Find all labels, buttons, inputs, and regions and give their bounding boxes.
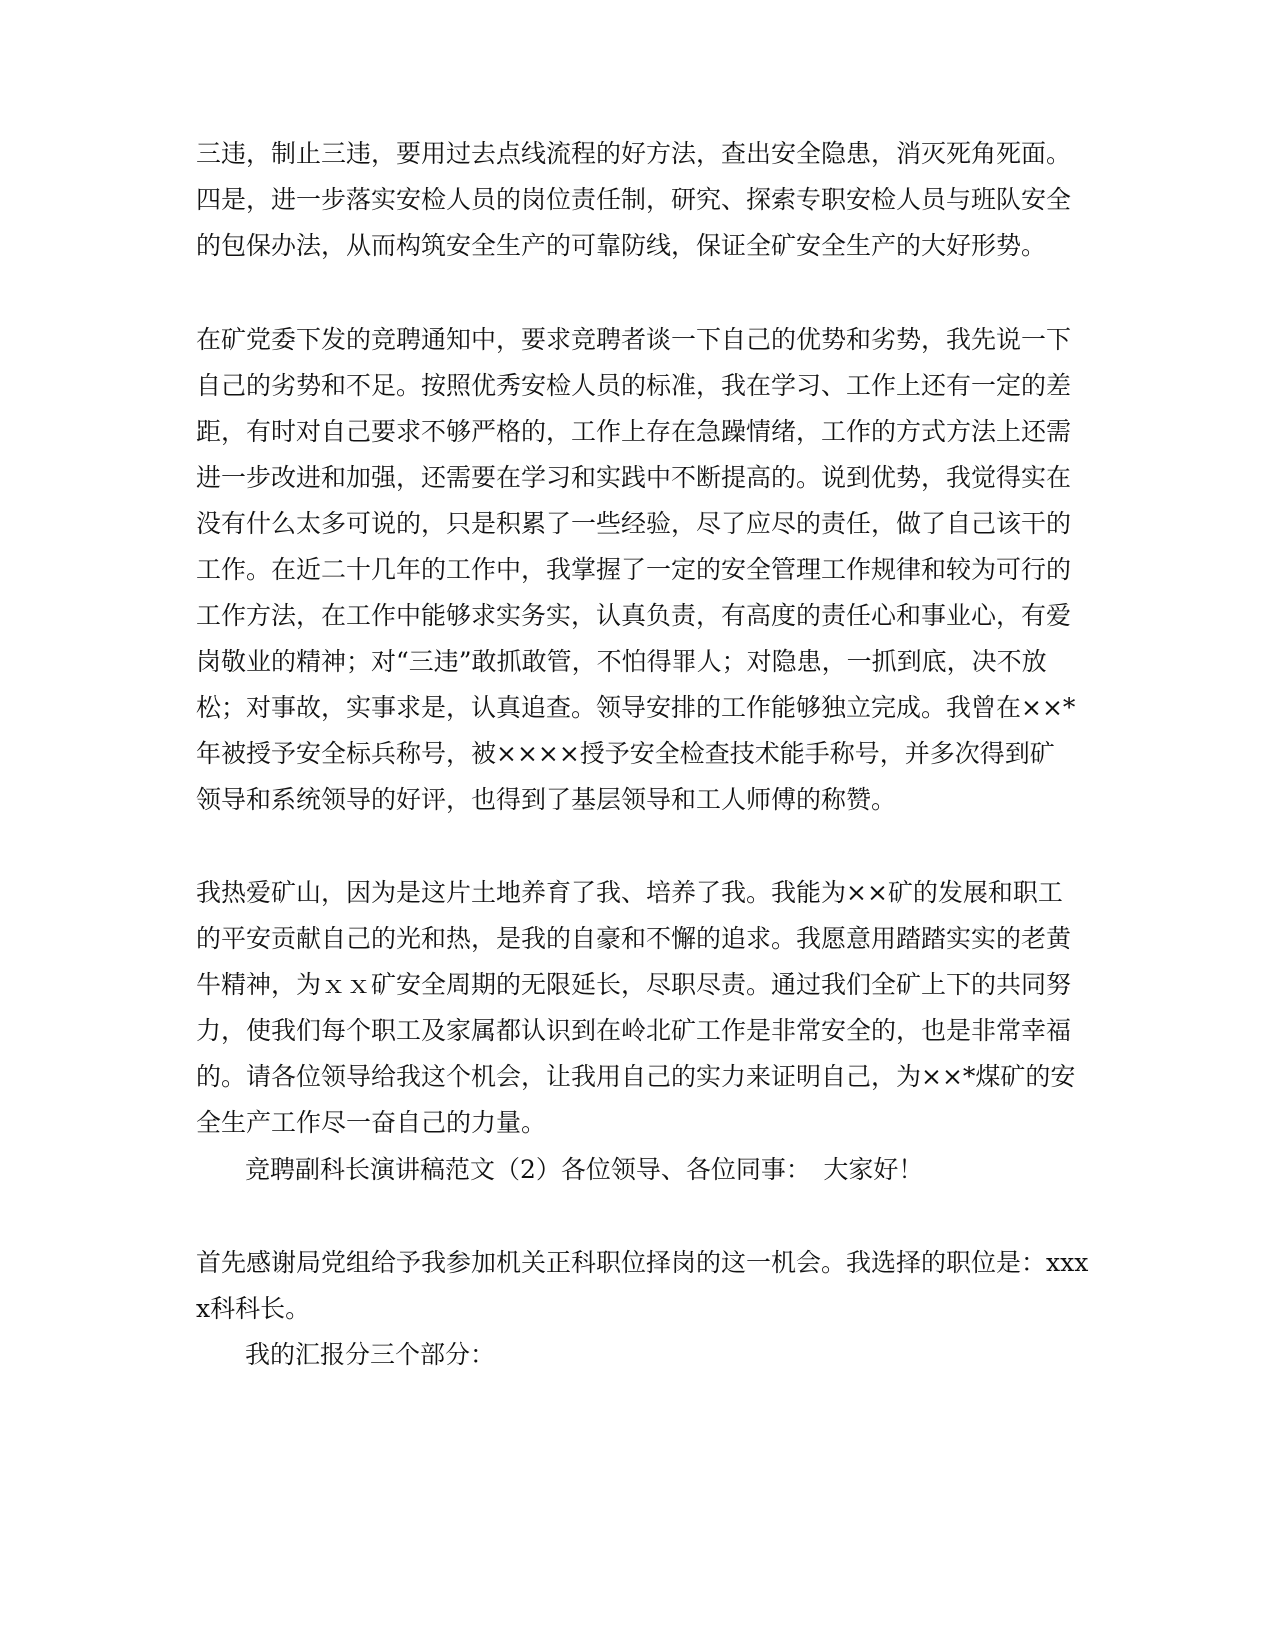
text-line: 我的汇报分三个部分： <box>245 1340 496 1369</box>
text-line: 距，有时对自己要求不够严格的，工作上存在急躁情绪，工作的方式方法上还需 <box>196 417 1072 446</box>
text-line: 竞聘副科长演讲稿范文（2）各位领导、各位同事： 大家好！ <box>245 1155 924 1184</box>
text-line: 首先感谢局党组给予我参加机关正科职位择岗的这一机会。我选择的职位是：xxx <box>196 1248 1089 1277</box>
text-line: 进一步改进和加强，还需要在学习和实践中不断提高的。说到优势，我觉得实在 <box>196 463 1072 492</box>
text-line: 没有什么太多可说的，只是积累了一些经验，尽了应尽的责任，做了自己该干的 <box>196 509 1072 538</box>
text-line: 工作方法，在工作中能够求实务实，认真负责，有高度的责任心和事业心，有爱 <box>196 601 1072 630</box>
text-line: 的包保办法，从而构筑安全生产的可靠防线，保证全矿安全生产的大好形势。 <box>196 231 1047 260</box>
text-line: 全生产工作尽一奋自己的力量。 <box>196 1108 547 1137</box>
text-line: 四是，进一步落实安检人员的岗位责任制，研究、探索专职安检人员与班队安全 <box>196 185 1072 214</box>
text-line: 的。请各位领导给我这个机会，让我用自己的实力来证明自己，为××*煤矿的安 <box>196 1062 1076 1091</box>
text-line: 工作。在近二十几年的工作中，我掌握了一定的安全管理工作规律和较为可行的 <box>196 555 1072 584</box>
text-line: 岗敬业的精神；对“三违”敢抓敢管，不怕得罪人；对隐患，一抓到底，决不放 <box>196 647 1047 676</box>
text-line: 力，使我们每个职工及家属都认识到在岭北矿工作是非常安全的，也是非常幸福 <box>196 1016 1072 1045</box>
text-line: 的平安贡献自己的光和热，是我的自豪和不懈的追求。我愿意用踏踏实实的老黄 <box>196 924 1072 953</box>
text-line: x科科长。 <box>196 1294 311 1323</box>
text-line: 三违，制止三违，要用过去点线流程的好方法，查出安全隐患，消灭死角死面。 <box>196 139 1072 168</box>
text-line: 松；对事故，实事求是，认真追查。领导安排的工作能够独立完成。我曾在××* <box>196 693 1076 722</box>
text-line: 年被授予安全标兵称号，被××××授予安全检查技术能手称号，并多次得到矿 <box>196 739 1055 768</box>
text-line: 牛精神，为ｘｘ矿安全周期的无限延长，尽职尽责。通过我们全矿上下的共同努 <box>196 970 1072 999</box>
text-line: 我热爱矿山，因为是这片土地养育了我、培养了我。我能为××矿的发展和职工 <box>196 878 1063 907</box>
text-line: 自己的劣势和不足。按照优秀安检人员的标准，我在学习、工作上还有一定的差 <box>196 371 1072 400</box>
text-line: 在矿党委下发的竞聘通知中，要求竞聘者谈一下自己的优势和劣势，我先说一下 <box>196 325 1072 354</box>
text-line: 领导和系统领导的好评，也得到了基层领导和工人师傅的称赞。 <box>196 785 897 814</box>
